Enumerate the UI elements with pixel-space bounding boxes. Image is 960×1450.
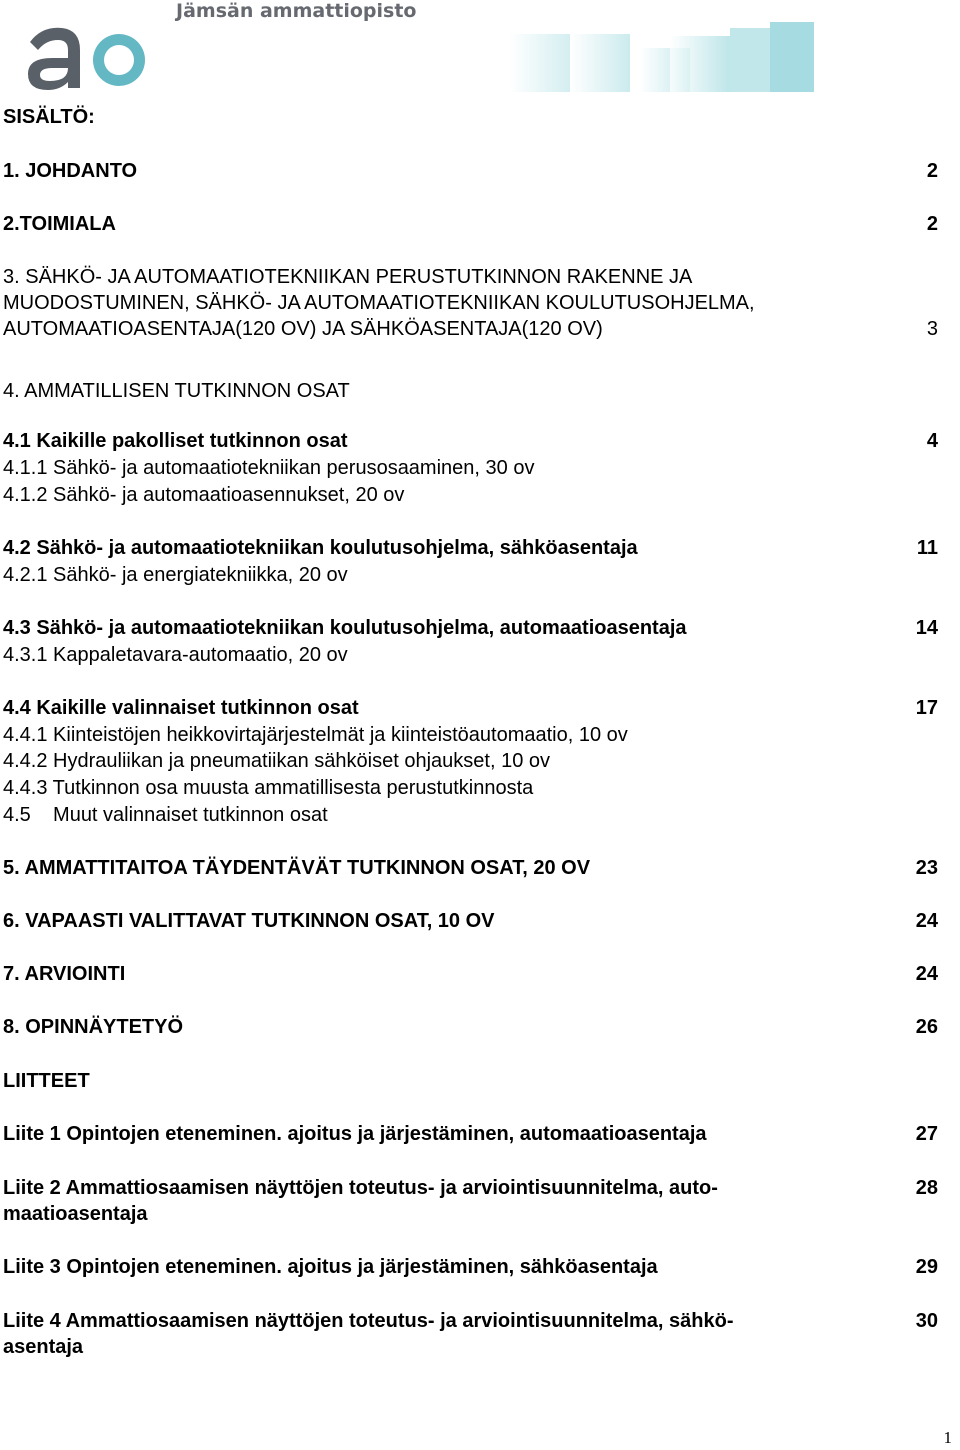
document-header [0, 0, 960, 100]
ao-logo [22, 20, 152, 92]
page-number: 1 [943, 1428, 952, 1447]
school-name: Jämsän ammattiopisto [176, 0, 417, 22]
decorative-steps-graphic [510, 22, 820, 92]
